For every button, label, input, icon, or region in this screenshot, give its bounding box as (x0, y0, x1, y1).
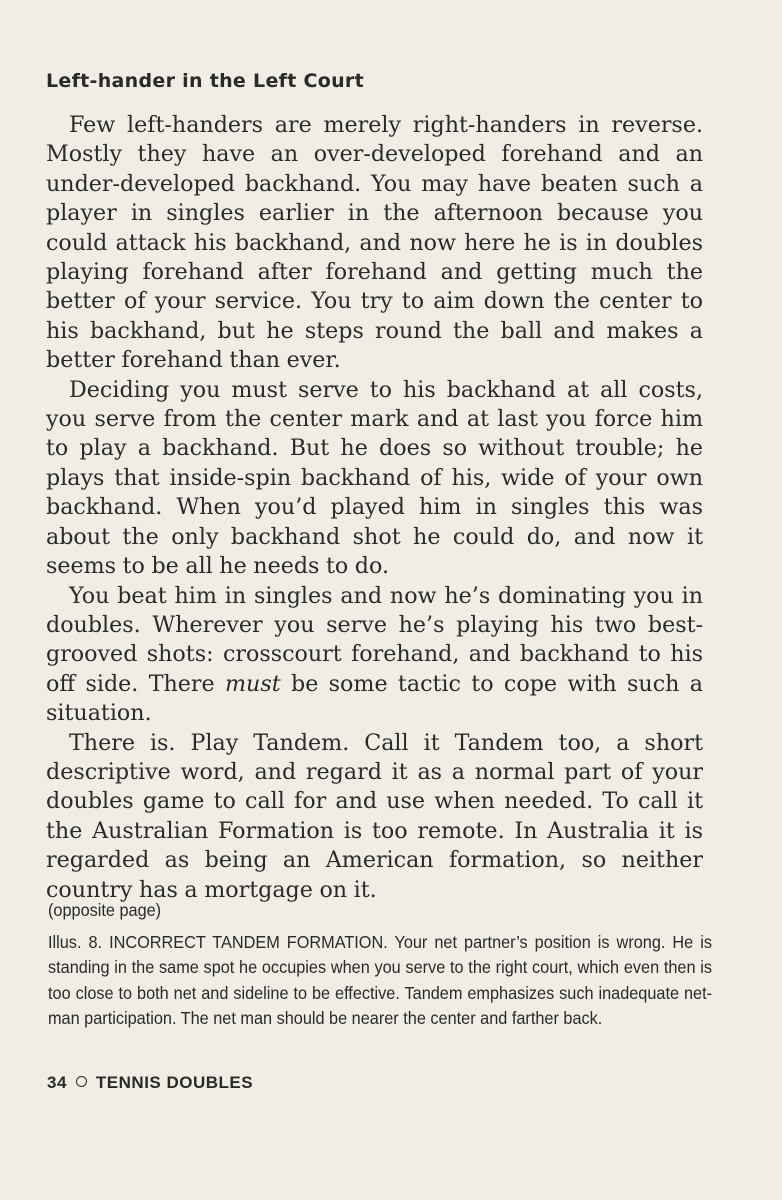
running-title: TENNIS DOUBLES (95, 1073, 254, 1092)
paragraph-2: Deciding you must serve to his backhand at all costs, you serve from the center mark and at last you force him to play a backhand. But he does so without trouble; he plays that inside-spin backhand of his, wide of your own backhand. When you’d played him in singles this was about the only backhand shot he could do, and now it seems to be all he needs to do. (46, 376, 703, 580)
illustration-caption-block (48, 898, 712, 1032)
paragraph-1: Few left-handers are merely right-handers in reverse. Mostly they have an over-developed forehand and an under-developed backhand. You may have beaten such a player in singles earlier in the afternoon because you could attack his backhand, and now here he is in doubles playing forehand after forehand and getting much the better of your service. You try to aim down the center to his backhand, but he steps round the ball and makes a better forehand than ever. (46, 112, 703, 374)
paragraph-3-end: be some tactic to cope with such a situation. (46, 670, 703, 727)
section-heading: Left-hander in the Left Court (46, 70, 364, 92)
opposite-page-note: (opposite page) (48, 900, 162, 920)
circle-icon (76, 1076, 87, 1087)
illustration-caption: Illus. 8. INCORRECT TANDEM FORMATION. Your net partner’s position is wrong. He is standing in the same spot he occupies when you serve to the right court, which even then is too close to both net and sideline to be effective. Tandem emphasizes such inadequate net-man participation. The net man should be nearer the center and farther back. (48, 931, 713, 1028)
paragraph-3-start: You beat him in singles and now he’s dominating you in doubles. Wherever you serve he’s playing his two best-grooved shots: crosscourt forehand, and backhand to his off side. There (46, 582, 703, 697)
paragraph-3-emphasis: must (225, 670, 281, 697)
paragraph-3 (46, 582, 703, 729)
paragraph-4: There is. Play Tandem. Call it Tandem too, a short descriptive word, and regard it as a normal part of your doubles game to call for and use when needed. To call it the Australian Formation is too remote. In Australia it is regarded as being an American formation, so neither country has a mortgage on it. (46, 729, 703, 903)
page-number: 34 (47, 1073, 67, 1092)
page-footer (47, 1073, 253, 1093)
body-text (46, 111, 703, 905)
